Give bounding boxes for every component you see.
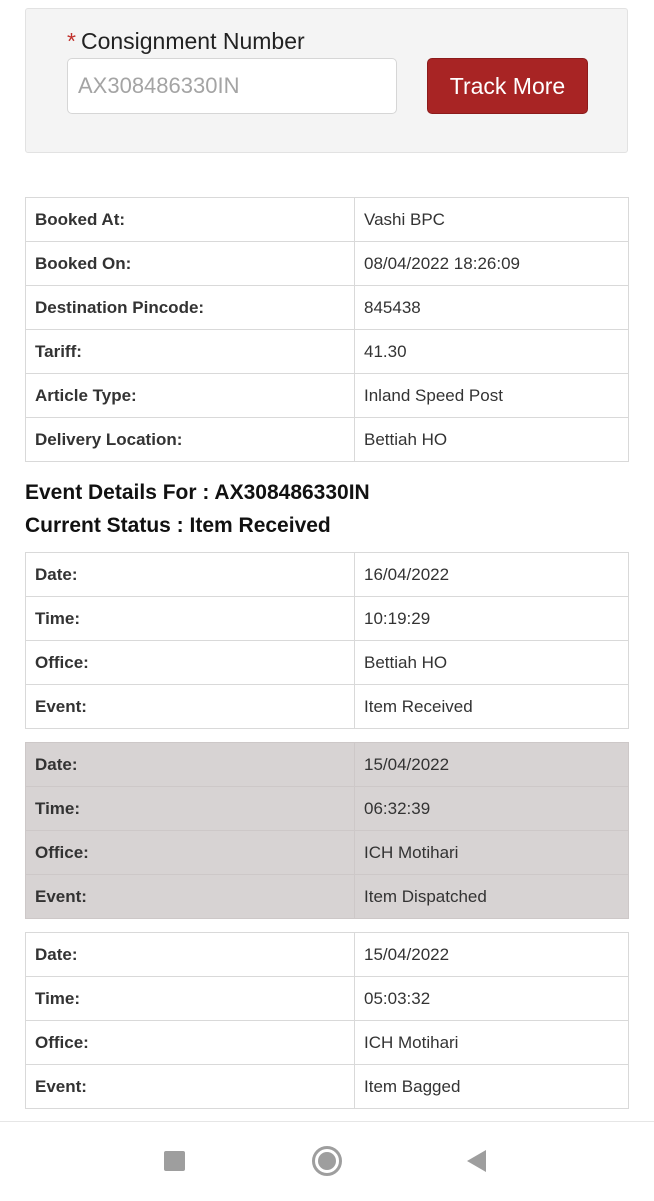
event-office-value: ICH Motihari xyxy=(355,831,629,875)
booked-at-value: Vashi BPC xyxy=(355,198,629,242)
event-details-heading: Event Details For : AX308486330IN xyxy=(25,481,370,504)
destination-pincode-label: Destination Pincode: xyxy=(26,286,355,330)
event-time-label: Time: xyxy=(26,597,355,641)
event-date-value: 15/04/2022 xyxy=(355,743,629,787)
event-date-label: Date: xyxy=(26,553,355,597)
event-date-label: Date: xyxy=(26,743,355,787)
event-event-label: Event: xyxy=(26,685,355,729)
table-row xyxy=(26,553,629,597)
event-office-label: Office: xyxy=(26,831,355,875)
event-office-label: Office: xyxy=(26,641,355,685)
table-row xyxy=(26,685,629,729)
event-time-value: 05:03:32 xyxy=(355,977,629,1021)
destination-pincode-value: 845438 xyxy=(355,286,629,330)
event-event-value: Item Dispatched xyxy=(355,875,629,919)
table-row xyxy=(26,418,629,462)
table-row xyxy=(26,743,629,787)
event-date-value: 16/04/2022 xyxy=(355,553,629,597)
track-more-button[interactable]: Track More xyxy=(427,58,588,114)
table-row xyxy=(26,286,629,330)
event-office-value: Bettiah HO xyxy=(355,641,629,685)
table-row xyxy=(26,198,629,242)
delivery-location-label: Delivery Location: xyxy=(26,418,355,462)
booked-on-label: Booked On: xyxy=(26,242,355,286)
navigation-bar xyxy=(0,1121,654,1201)
table-row xyxy=(26,1021,629,1065)
event-office-value: ICH Motihari xyxy=(355,1021,629,1065)
table-row xyxy=(26,242,629,286)
event-event-value: Item Received xyxy=(355,685,629,729)
delivery-location-value: Bettiah HO xyxy=(355,418,629,462)
event-time-value: 06:32:39 xyxy=(355,787,629,831)
article-type-label: Article Type: xyxy=(26,374,355,418)
event-event-label: Event: xyxy=(26,1065,355,1109)
event-office-label: Office: xyxy=(26,1021,355,1065)
event-time-value: 10:19:29 xyxy=(355,597,629,641)
event-date-label: Date: xyxy=(26,933,355,977)
event-time-label: Time: xyxy=(26,977,355,1021)
event-time-label: Time: xyxy=(26,787,355,831)
booked-on-value: 08/04/2022 18:26:09 xyxy=(355,242,629,286)
event-event-value: Item Bagged xyxy=(355,1065,629,1109)
table-row xyxy=(26,831,629,875)
current-status-heading: Current Status : Item Received xyxy=(25,514,331,537)
square-icon[interactable] xyxy=(164,1151,185,1171)
table-row xyxy=(26,374,629,418)
tariff-label: Tariff: xyxy=(26,330,355,374)
triangle-left-icon[interactable] xyxy=(467,1150,486,1172)
consignment-number-input[interactable] xyxy=(67,58,397,114)
booked-at-label: Booked At: xyxy=(26,198,355,242)
event-table xyxy=(25,742,629,919)
consignment-label xyxy=(67,28,305,55)
table-row xyxy=(26,787,629,831)
tariff-value: 41.30 xyxy=(355,330,629,374)
event-table xyxy=(25,932,629,1109)
table-row xyxy=(26,330,629,374)
consignment-label-text: Consignment Number xyxy=(80,28,305,54)
event-table xyxy=(25,552,629,729)
event-event-label: Event: xyxy=(26,875,355,919)
table-row xyxy=(26,875,629,919)
search-card xyxy=(25,8,628,153)
booking-details-table xyxy=(25,197,629,462)
table-row xyxy=(26,641,629,685)
article-type-value: Inland Speed Post xyxy=(355,374,629,418)
required-mark: * xyxy=(67,28,76,54)
event-date-value: 15/04/2022 xyxy=(355,933,629,977)
table-row xyxy=(26,1065,629,1109)
table-row xyxy=(26,977,629,1021)
table-row xyxy=(26,597,629,641)
circle-icon[interactable] xyxy=(312,1146,342,1176)
table-row xyxy=(26,933,629,977)
